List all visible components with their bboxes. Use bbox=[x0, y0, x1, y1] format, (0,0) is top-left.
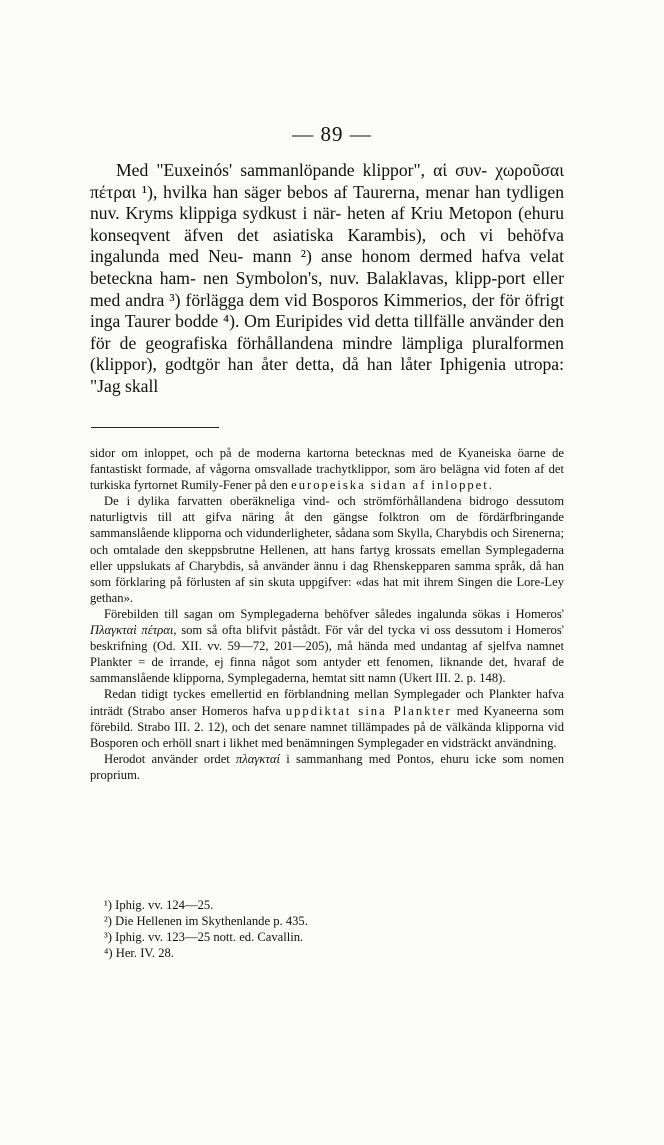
footnote-item bbox=[104, 897, 504, 913]
page-number: — 89 — bbox=[292, 122, 372, 146]
note-paragraph-2: De i dylika farvatten oberäkneliga vind- och strömförhållandena bidrogo dessutom naturligtvis till att gifva näring åt den gängse folktron om de fördärfbringande sammanslående klipporna och vidunderligheter, sådana som Skylla, Charybdis och Sirenerna; och omtalade den skeppsbrutne Hellenen, att hans fartyg krossats emellan Symplegaderna eller uppslukats af Charybdis, så använder ännu i dag Rhenskepparen samma språk, då han som förklaring på förlusten af sin skuta uppgifver: «das hat mit ihrem Singen die Lore-Ley gethan». bbox=[90, 494, 564, 605]
note-5-text-a: Herodot använder ordet bbox=[104, 751, 230, 766]
footnote-text: Die Hellenen im Skythenlande p. 435. bbox=[115, 914, 308, 929]
note-1-text: sidor om inloppet, och på de moderna kartorna betecknas med de Kyaneiska öarne de fantastiskt formade, af vågorna omsvallade trachytklippor, som äro belägna vid foten af det turkiska fyrtornet Rumily-Fener på den bbox=[90, 446, 564, 493]
footnote-mark: ¹) bbox=[104, 898, 112, 912]
main-line-1: Med "Euxeinós' sammanlöpande klippor", αἱ συν- bbox=[116, 160, 488, 180]
note-paragraph-1 bbox=[90, 445, 564, 493]
footnote-text: Iphig. vv. 123—25 nott. ed. Cavallin. bbox=[115, 930, 304, 945]
note-3-greek: Πλαγκταὶ πέτραι, bbox=[90, 623, 177, 638]
footnotes bbox=[104, 897, 504, 961]
footnote-mark: ⁴) bbox=[104, 946, 113, 961]
main-line-4: heten af Kriu Metopon (ehuru konseqvent äfven det bbox=[90, 203, 565, 245]
note-3-text-b: som så ofta blifvit påstådt. För vår del tycka vi oss dessutom i Homeros' beskrifning (Od. XII. vv. 59—72, 201—205), må hända med undantag af sjelfva namnet Plankter = de irrande, ej finna något som antyder ett fenomen, liknande det, hvaraf de sammanslående klipporna, Symplegaderna, hemtat sitt namn (Ukert III. 2. p. 148). bbox=[90, 623, 564, 686]
footnote-text: Her. IV. 28. bbox=[115, 946, 174, 961]
footnote-divider bbox=[91, 427, 219, 428]
notes-block bbox=[90, 445, 564, 783]
main-line-12: åter detta, då han låter Iphigenia utropa: "Jag skall bbox=[90, 354, 564, 396]
main-line-8: andra ³) förlägga dem vid Bosporos Kimmerios, der för bbox=[125, 289, 520, 310]
footnote-item bbox=[104, 929, 504, 945]
main-text bbox=[90, 160, 564, 398]
note-paragraph-3 bbox=[90, 606, 564, 686]
main-line-11: mindre lämpliga pluralformen (klippor), godtgör han bbox=[90, 332, 564, 375]
main-line-6: mann ²) anse honom dermed hafva velat beteckna ham- bbox=[90, 246, 564, 288]
main-line-5: asiatiska Karambis), och vi behöfva ingalunda med Neu- bbox=[90, 224, 564, 267]
note-4-text-b: med Kyaneerna som förebild. Strabo III. 2. 12), och det senare namnet tillämpades på de välkända klipporna vid Bosporen och erhöll snart i likhet med benämningen Symplegader en vidsträckt användning. bbox=[90, 703, 565, 750]
main-line-3: menar han tydligen nuv. Kryms klippiga sydkust i när- bbox=[90, 181, 564, 224]
main-line-10: tillfälle använder den för de geografiska förhållandena bbox=[90, 311, 564, 353]
note-1-spaced: europeiska sidan af inloppet. bbox=[291, 478, 494, 493]
note-4-spaced: uppdiktat sina Plankter bbox=[285, 703, 452, 718]
main-line-9: öfrigt inga Taurer bodde ⁴). Om Euripides vid detta bbox=[90, 289, 564, 332]
main-line-2: χωροῦσαι πέτραι ¹), hvilka han säger bebos af Taurerna, bbox=[90, 160, 564, 202]
note-5-greek: πλαγκταί bbox=[236, 751, 281, 766]
footnote-item bbox=[104, 913, 504, 929]
note-5-text-b: i sammanhang med Pontos, ehuru icke som nomen proprium. bbox=[90, 751, 564, 782]
main-paragraph bbox=[90, 160, 564, 398]
main-line-7: nen Symbolon's, nuv. Balaklavas, klipp-port eller med bbox=[90, 267, 564, 310]
footnote-text: Iphig. vv. 124—25. bbox=[115, 898, 214, 912]
footnote-mark: ²) bbox=[104, 914, 112, 929]
note-3-text-a: Förebilden till sagan om Symplegaderna behöfver således ingalunda sökas i Homeros' bbox=[104, 606, 564, 621]
note-paragraph-5 bbox=[90, 751, 564, 783]
note-paragraph-4 bbox=[90, 686, 564, 750]
note-4-text-a: Redan tidigt tyckes emellertid en förblandning mellan Symplegader och Plankter hafva inträdt (Strabo anser Homeros hafva bbox=[90, 687, 564, 718]
footnote-item bbox=[104, 945, 504, 961]
footnote-mark: ³) bbox=[104, 930, 112, 945]
